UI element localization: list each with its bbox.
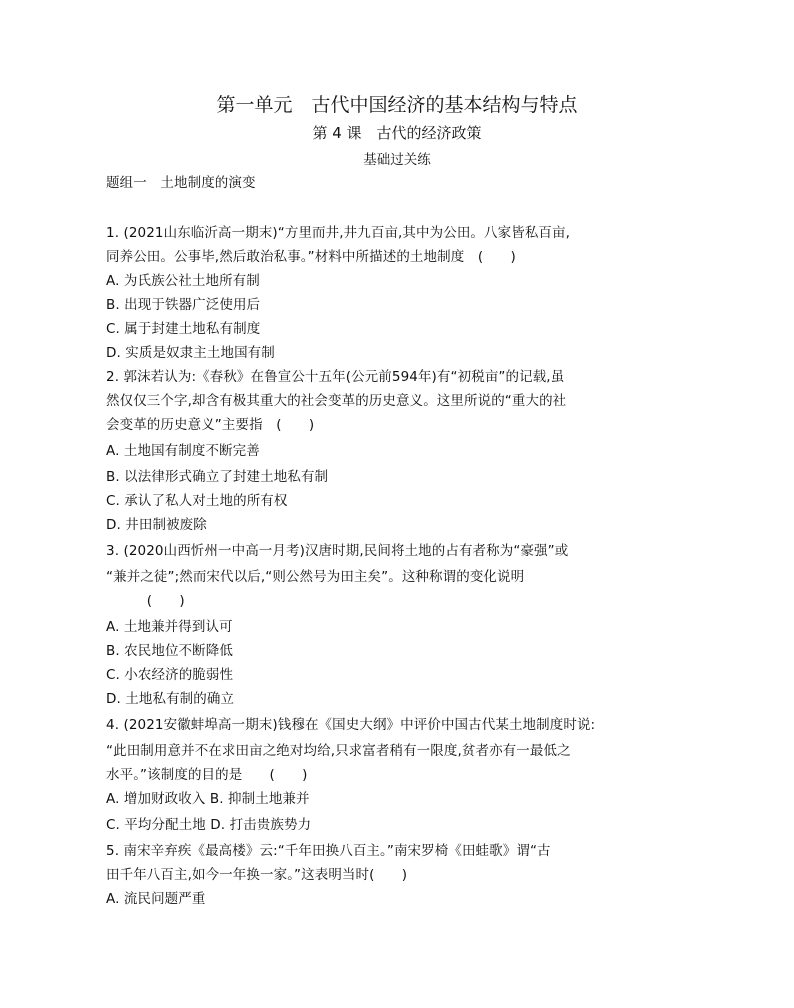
question-1-option-c: C. 属于封建土地私有制度 [106, 321, 261, 337]
question-5-stem-line-2: 田千年八百主,如今一年换一家。”这表明当时( ) [106, 867, 408, 883]
question-4-stem-line-2: “此田制用意并不在求田亩之绝对均给,只求富者稍有一限度,贫者亦有一最低之 [106, 743, 571, 759]
question-2-stem-line-3: 会变革的历史意义”主要指 ( ) [106, 417, 315, 433]
question-1-stem-line-2: 同养公田。公事毕,然后敢治私事。”材料中所描述的土地制度 ( ) [106, 249, 516, 265]
question-2-option-a: A. 土地国有制度不断完善 [106, 443, 260, 459]
question-4-options-line-2: C. 平均分配土地 D. 打击贵族势力 [106, 817, 312, 833]
question-3-option-c: C. 小农经济的脆弱性 [106, 667, 234, 683]
question-3-option-b: B. 农民地位不断降低 [106, 643, 233, 659]
question-4-options-line-1: A. 增加财政收入 B. 抑制土地兼并 [106, 791, 310, 807]
question-1-option-a: A. 为氏族公社土地所有制 [106, 273, 260, 289]
question-2-option-c: C. 承认了私人对土地的所有权 [106, 493, 288, 509]
question-4-stem-line-1: 4. (2021安徽蚌埠高一期末)钱穆在《国史大纲》中评价中国古代某土地制度时说: [106, 717, 596, 733]
question-3-stem-line-3: ( ) [106, 593, 185, 609]
lesson-title: 第 4 课 古代的经济政策 [312, 124, 482, 142]
question-2-stem-line-2: 然仅仅三个字,却含有极其重大的社会变革的历史意义。这里所说的“重大的社 [106, 393, 567, 409]
question-2-stem-line-1: 2. 郭沫若认为:《春秋》在鲁宣公十五年(公元前594年)有“初税亩”的记载,虽 [106, 369, 565, 385]
question-3-stem-line-1: 3. (2020山西忻州一中高一月考)汉唐时期,民间将土地的占有者称为“豪强”或 [106, 543, 569, 559]
question-3-option-d: D. 土地私有制的确立 [106, 691, 235, 707]
question-4-stem-line-3: 水平。”该制度的目的是 ( ) [106, 767, 308, 783]
group-heading: 题组一 土地制度的演变 [106, 175, 256, 191]
question-1-option-d: D. 实质是奴隶主土地国有制 [106, 345, 275, 361]
question-1-option-b: B. 出现于铁器广泛使用后 [106, 297, 261, 313]
question-1-stem-line-1: 1. (2021山东临沂高一期末)“方里而井,井九百亩,其中为公田。八家皆私百亩, [106, 225, 571, 241]
question-5-stem-line-1: 5. 南宋辛弃疾《最高楼》云:“千年田换八百主。”南宋罗椅《田蛙歌》谓“古 [106, 843, 551, 859]
question-5-option-a: A. 流民问题严重 [106, 891, 206, 907]
unit-title: 第一单元 古代中国经济的基本结构与特点 [216, 94, 578, 116]
question-3-option-a: A. 土地兼并得到认可 [106, 619, 233, 635]
section-title: 基础过关练 [363, 152, 431, 168]
question-2-option-b: B. 以法律形式确立了封建土地私有制 [106, 469, 329, 485]
question-2-option-d: D. 井田制被废除 [106, 517, 207, 533]
question-3-stem-line-2: “兼并之徒”;然而宋代以后,“则公然号为田主矣”。这种称谓的变化说明 [106, 569, 525, 585]
